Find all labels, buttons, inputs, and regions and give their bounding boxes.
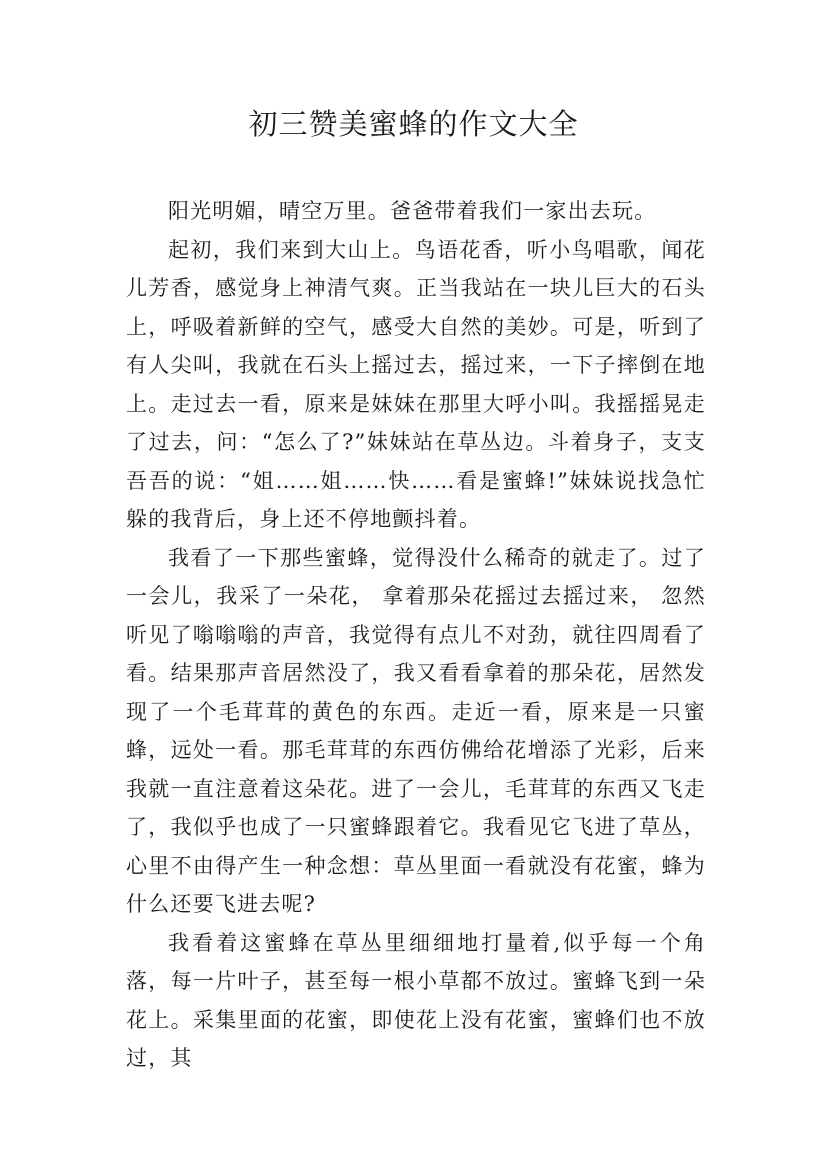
paragraph: 起初，我们来到大山上。鸟语花香，听小鸟唱歌，闻花儿芳香，感觉身上神清气爽。正当我站在一块儿巨大的石头上，呼吸着新鲜的空气，感受大自然的美妙。可是，听到了有人尖叫，我就在石头上摇过去，摇过来，一下子摔倒在地上。走过去一看，原来是妹妹在那里大呼小叫。我摇摇晃走了过去，问：“怎么了?”妹妹站在草丛边。斗着身子，支支吾吾的说：“姐……姐……快……看是蜜蜂!”妹妹说找急忙躲的我背后，身上还不停地颤抖着。 [126,237,706,531]
paragraph: 阳光明媚，晴空万里。爸爸带着我们一家出去玩。 [168,199,657,223]
document-body [126,192,706,1078]
paragraph: 我看着这蜜蜂在草丛里细细地打量着,似乎每一个角落，每一片叶子，甚至每一根小草都不放过。蜜蜂飞到一朵花上。采集里面的花蜜，即使花上没有花蜜，蜜蜂们也不放过，其 [126,930,706,1070]
document-title: 初三赞美蜜蜂的作文大全 [248,107,579,141]
paragraph: 我看了一下那些蜜蜂，觉得没什么稀奇的就走了。过了一会儿，我采了一朵花， 拿着那朵花摇过去摇过来， 忽然听见了嗡嗡嗡的声音，我觉得有点儿不对劲，就往四周看了看。结果那声音居然没了，我又看看拿着的那朵花，居然发现了一个毛茸茸的黄色的东西。走近一看，原来是一只蜜蜂，远处一看。那毛茸茸的东西仿佛给花增添了光彩，后来我就一直注意着这朵花。进了一会儿，毛茸茸的东西又飞走了，我似乎也成了一只蜜蜂跟着它。我看见它飞进了草丛，心里不由得产生一种念想：草丛里面一看就没有花蜜，蜂为什么还要飞进去呢? [126,545,706,916]
